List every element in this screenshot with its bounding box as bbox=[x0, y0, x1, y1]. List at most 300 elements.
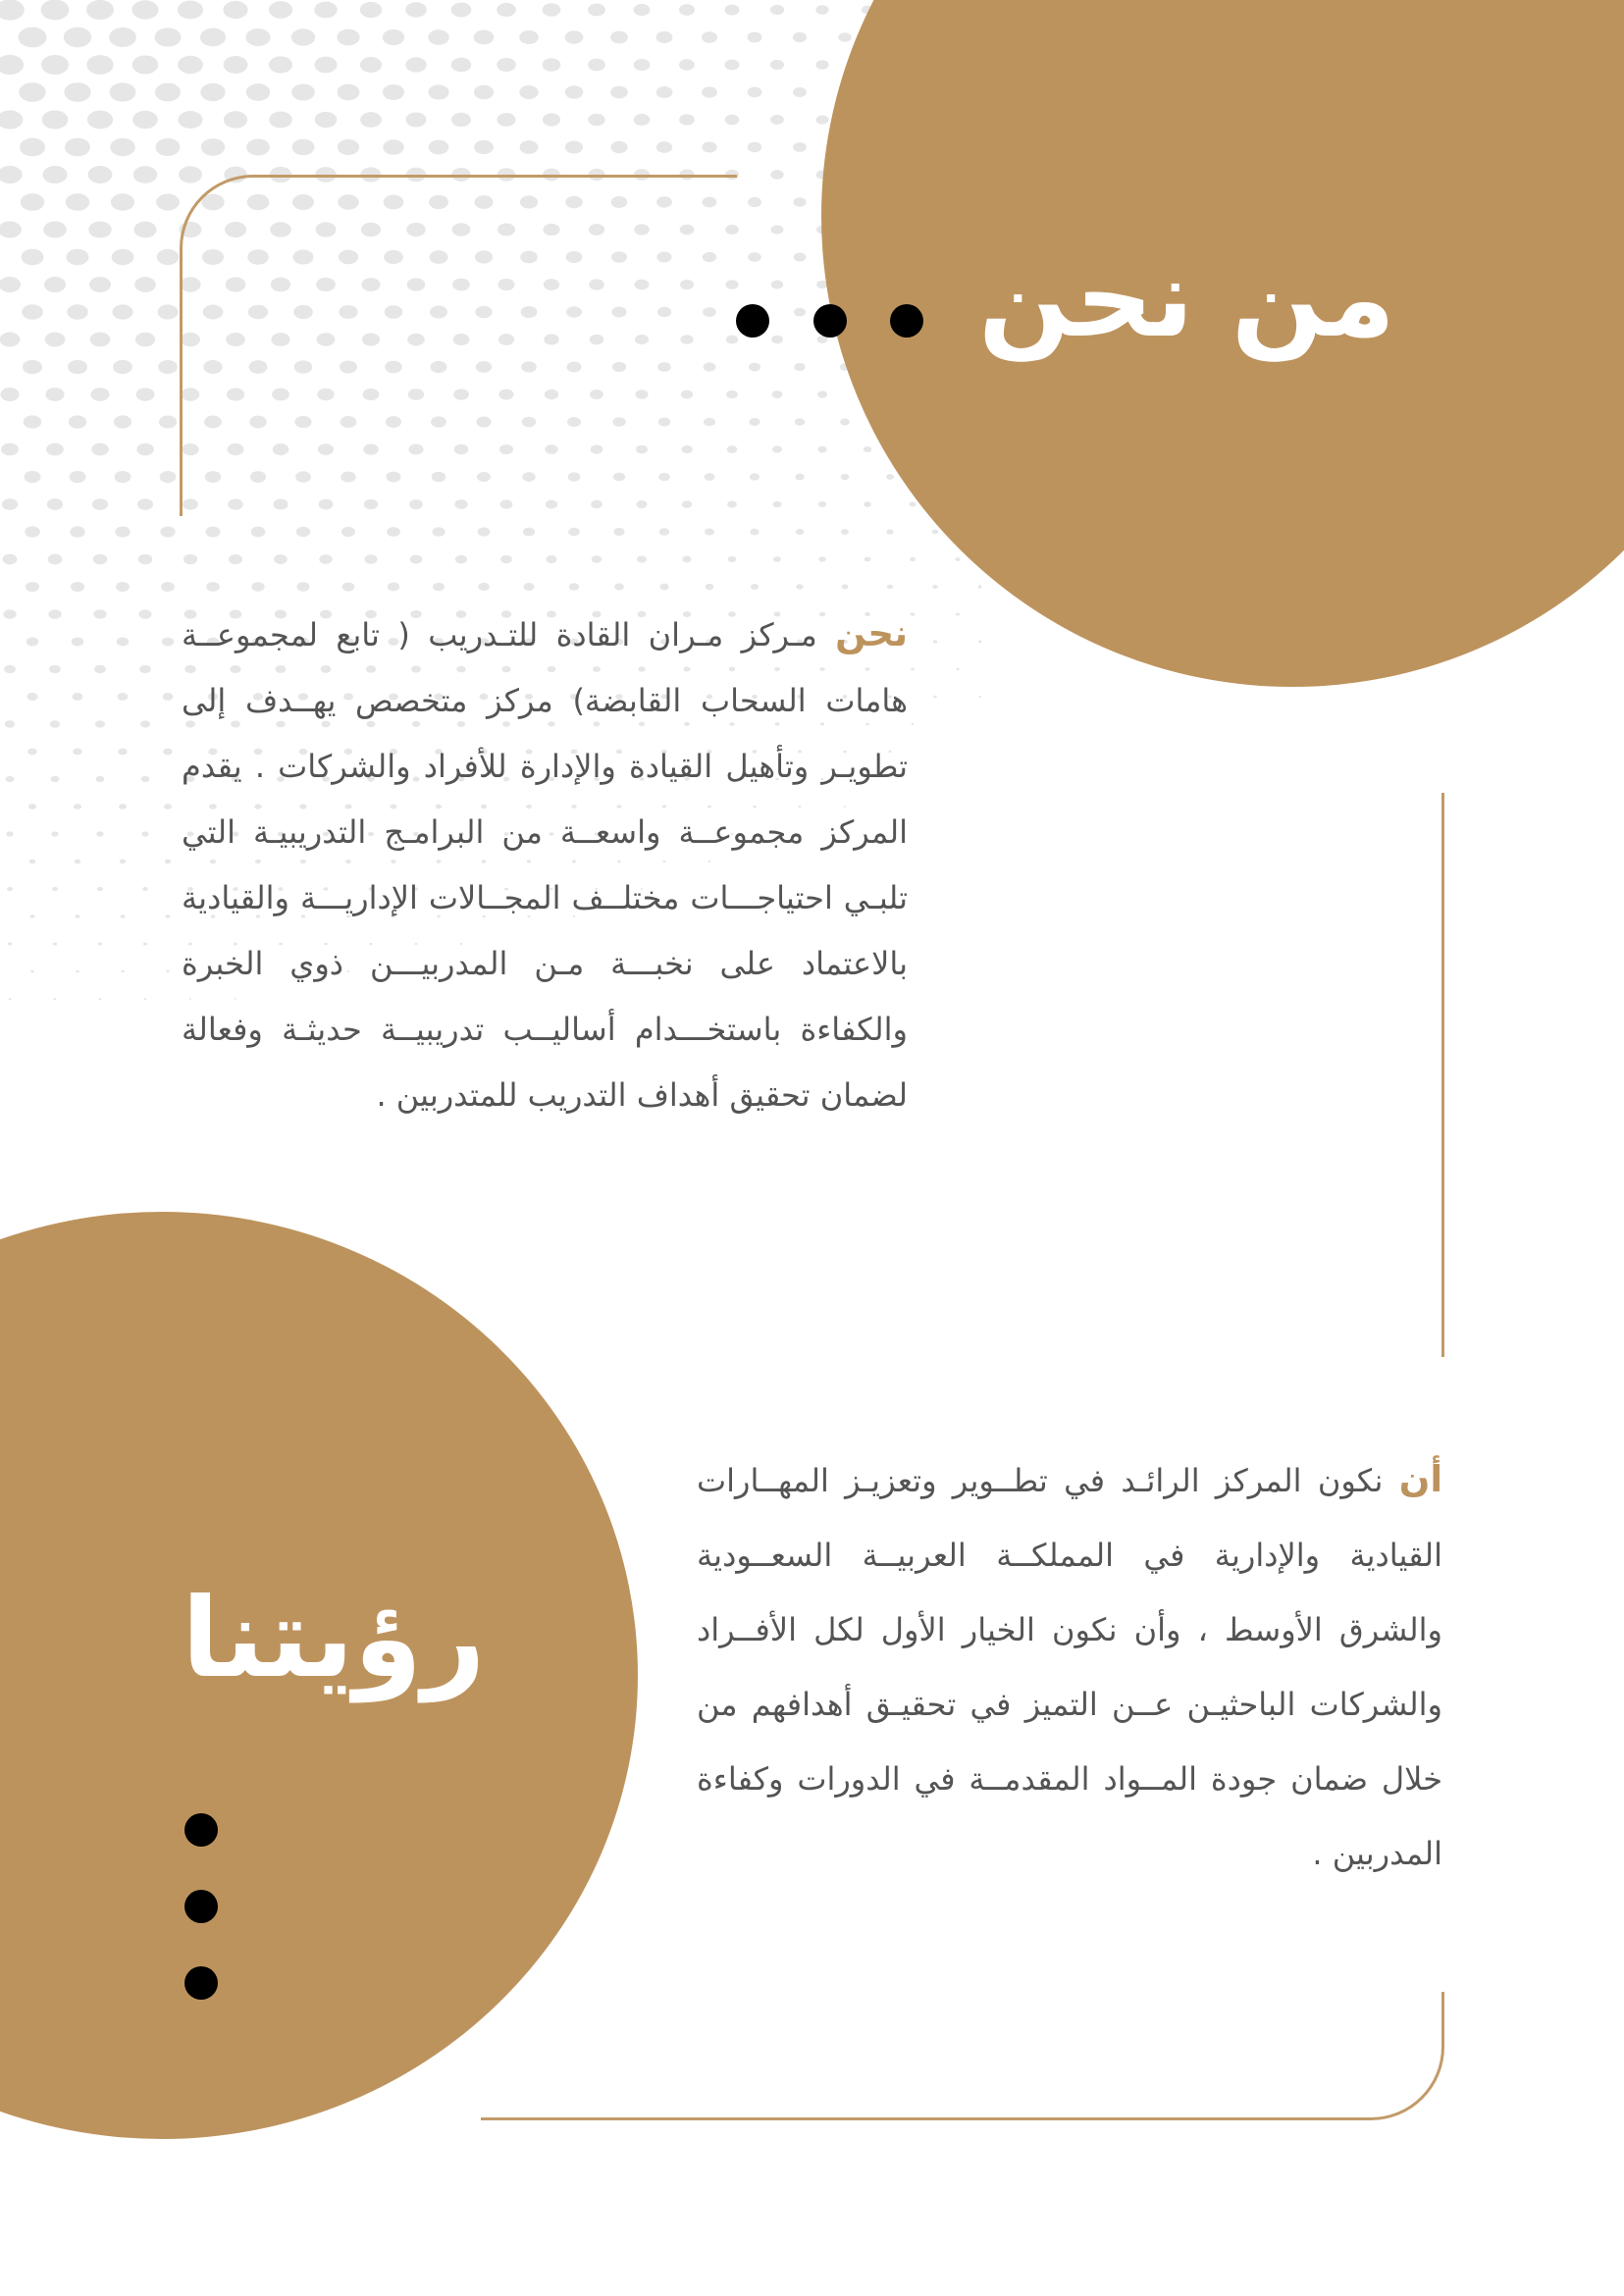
decorative-line-right bbox=[1441, 793, 1444, 1357]
pattern-dot bbox=[815, 60, 828, 69]
dot bbox=[184, 1890, 218, 1923]
pattern-dot bbox=[111, 193, 134, 210]
pattern-dot bbox=[224, 56, 248, 74]
pattern-dot bbox=[497, 113, 515, 127]
pattern-dot bbox=[771, 336, 783, 343]
pattern-dot bbox=[90, 388, 109, 401]
pattern-dot bbox=[656, 31, 673, 43]
pattern-dot bbox=[49, 665, 61, 673]
about-paragraph bbox=[182, 600, 908, 1128]
pattern-dot bbox=[568, 528, 580, 536]
pattern-dot bbox=[383, 139, 403, 154]
pattern-dot bbox=[155, 83, 181, 102]
pattern-dot bbox=[793, 32, 807, 42]
dot bbox=[184, 1813, 218, 1847]
pattern-dot bbox=[520, 140, 539, 154]
pattern-dot bbox=[748, 197, 761, 207]
about-lead-word: نحن bbox=[835, 612, 908, 654]
pattern-dot bbox=[51, 831, 58, 836]
pattern-dot bbox=[138, 609, 151, 618]
decorative-frame-bottom bbox=[481, 1992, 1444, 2120]
pattern-dot bbox=[634, 4, 651, 16]
pattern-dot bbox=[98, 942, 102, 945]
pattern-dot bbox=[229, 554, 242, 564]
pattern-dot bbox=[383, 84, 404, 100]
pattern-dot bbox=[474, 85, 494, 100]
pattern-dot bbox=[360, 112, 382, 128]
pattern-dot bbox=[251, 582, 264, 592]
pattern-dot bbox=[817, 446, 826, 453]
pattern-dot bbox=[91, 444, 109, 456]
pattern-dot bbox=[163, 693, 174, 701]
pattern-dot bbox=[93, 554, 108, 565]
pattern-dot bbox=[747, 32, 761, 43]
pattern-dot bbox=[66, 193, 89, 211]
vision-text: نكون المركز الرائـد في تطــوير وتعزيـز المهــارات القيادية والإدارية في المملكــة العربيــة السعــودية والشرق الأوسط ، وأن نكون الخيار الأول لكل الأفــراد والشركات الباحثيـن عــن التميز في تحقيـق أهدافهم من خلال ضمان جودة المــواد المقدمــة في الدورات وكفاءة المدربين . bbox=[697, 1462, 1442, 1872]
pattern-dot bbox=[19, 82, 45, 102]
pattern-dot bbox=[610, 31, 628, 44]
pattern-dot bbox=[433, 583, 445, 592]
pattern-dot bbox=[613, 528, 624, 536]
pattern-dot bbox=[338, 139, 359, 155]
pattern-dot bbox=[70, 526, 85, 537]
pattern-dot bbox=[0, 388, 19, 401]
pattern-dot bbox=[291, 139, 314, 156]
pattern-dot bbox=[841, 529, 849, 535]
pattern-dot bbox=[144, 998, 147, 1000]
pattern-dot bbox=[22, 304, 43, 319]
pattern-dot bbox=[121, 970, 125, 973]
pattern-dot bbox=[0, 277, 21, 292]
pattern-dot bbox=[94, 665, 106, 673]
pattern-dot bbox=[659, 528, 670, 536]
pattern-dot bbox=[67, 249, 89, 266]
pattern-dot bbox=[269, 112, 291, 129]
pattern-dot bbox=[159, 415, 177, 428]
pattern-dot bbox=[337, 29, 359, 46]
dot bbox=[736, 304, 769, 338]
pattern-dot bbox=[910, 502, 917, 507]
pattern-dot bbox=[724, 5, 739, 16]
pattern-dot bbox=[478, 583, 489, 591]
pattern-dot bbox=[89, 277, 111, 292]
pattern-dot bbox=[679, 114, 695, 125]
pattern-dot bbox=[451, 3, 472, 18]
pattern-dot bbox=[53, 942, 57, 945]
pattern-dot bbox=[793, 87, 807, 97]
pattern-dot bbox=[178, 56, 203, 75]
pattern-dot bbox=[840, 419, 850, 426]
pattern-dot bbox=[911, 668, 915, 671]
pattern-dot bbox=[118, 749, 127, 756]
pattern-dot bbox=[956, 612, 960, 615]
pattern-dot bbox=[565, 85, 583, 98]
pattern-dot bbox=[455, 555, 467, 564]
pattern-dot bbox=[770, 170, 783, 180]
pattern-dot bbox=[19, 27, 47, 48]
pattern-dot bbox=[179, 166, 202, 183]
pattern-dot bbox=[841, 474, 850, 480]
pattern-dot bbox=[110, 82, 136, 101]
pattern-dot bbox=[750, 473, 760, 480]
pattern-dot bbox=[155, 138, 180, 156]
pattern-dot bbox=[751, 584, 759, 590]
dot bbox=[890, 304, 923, 338]
pattern-dot bbox=[110, 138, 135, 156]
pattern-dot bbox=[771, 281, 783, 289]
pattern-dot bbox=[610, 86, 628, 99]
pattern-dot bbox=[500, 555, 512, 563]
pattern-dot bbox=[748, 252, 761, 262]
pattern-dot bbox=[158, 360, 178, 374]
pattern-dot bbox=[21, 193, 45, 211]
pattern-dot bbox=[864, 446, 872, 452]
pattern-dot bbox=[955, 557, 960, 561]
pattern-dot bbox=[201, 138, 225, 156]
pattern-dot bbox=[75, 914, 79, 918]
pattern-dot bbox=[114, 415, 131, 428]
pattern-dot bbox=[679, 4, 695, 16]
pattern-dot bbox=[132, 111, 158, 129]
pattern-dot bbox=[546, 555, 556, 563]
pattern-dot bbox=[86, 0, 114, 20]
pattern-dot bbox=[164, 804, 172, 809]
pattern-dot bbox=[3, 554, 18, 565]
pattern-dot bbox=[291, 28, 315, 45]
pattern-dot bbox=[139, 665, 151, 673]
pattern-dot bbox=[588, 114, 604, 127]
pattern-dot bbox=[20, 138, 45, 157]
pattern-dot bbox=[72, 693, 82, 701]
pattern-dot bbox=[45, 333, 66, 347]
pattern-dot bbox=[133, 222, 156, 238]
pattern-dot bbox=[90, 333, 111, 347]
pattern-dot bbox=[65, 138, 90, 157]
pattern-dot bbox=[519, 30, 539, 44]
pattern-dot bbox=[543, 113, 560, 126]
pattern-dot bbox=[97, 887, 103, 891]
pattern-dot bbox=[749, 418, 760, 426]
pattern-dot bbox=[43, 221, 67, 237]
pattern-dot bbox=[6, 776, 15, 782]
pattern-dot bbox=[428, 29, 448, 44]
pattern-dot bbox=[50, 720, 60, 727]
pattern-dot bbox=[88, 166, 113, 183]
pattern-dot bbox=[42, 166, 67, 183]
pattern-dot bbox=[428, 84, 448, 99]
pattern-dot bbox=[793, 142, 807, 152]
pattern-dot bbox=[815, 5, 828, 15]
pattern-dot bbox=[178, 1, 203, 20]
pattern-dot bbox=[118, 693, 129, 701]
pattern-dot bbox=[886, 529, 893, 534]
pattern-dot bbox=[8, 942, 12, 945]
pattern-dot bbox=[160, 527, 175, 538]
pattern-dot bbox=[165, 860, 171, 864]
pattern-dot bbox=[115, 471, 131, 483]
pattern-dot bbox=[183, 554, 197, 564]
pattern-dot bbox=[773, 556, 781, 562]
pattern-dot bbox=[251, 527, 266, 538]
pattern-dot bbox=[3, 609, 16, 619]
pattern-dot bbox=[205, 527, 220, 538]
pattern-dot bbox=[117, 638, 129, 647]
pattern-dot bbox=[68, 360, 87, 374]
pattern-dot bbox=[47, 498, 63, 510]
pattern-dot bbox=[119, 804, 127, 809]
pattern-dot bbox=[406, 112, 427, 127]
pattern-dot bbox=[588, 4, 605, 17]
pattern-dot bbox=[0, 0, 25, 21]
pattern-dot bbox=[29, 860, 36, 864]
pattern-dot bbox=[64, 82, 90, 102]
pattern-dot bbox=[24, 471, 40, 483]
pattern-dot bbox=[296, 527, 310, 537]
pattern-dot bbox=[342, 582, 355, 591]
pattern-dot bbox=[71, 582, 84, 592]
pattern-dot bbox=[634, 114, 651, 126]
pattern-dot bbox=[96, 831, 103, 836]
pattern-dot bbox=[2, 498, 18, 510]
pattern-dot bbox=[656, 141, 672, 153]
pattern-dot bbox=[795, 418, 805, 426]
pattern-dot bbox=[86, 55, 113, 75]
pattern-dot bbox=[48, 554, 63, 565]
pattern-dot bbox=[932, 585, 937, 589]
pattern-dot bbox=[543, 3, 561, 17]
pattern-dot bbox=[70, 471, 86, 483]
pattern-dot bbox=[978, 641, 981, 644]
pattern-dot bbox=[314, 57, 337, 74]
pattern-dot bbox=[315, 112, 338, 128]
pattern-dot bbox=[28, 804, 36, 809]
pattern-dot bbox=[770, 5, 784, 15]
pattern-dot bbox=[269, 56, 292, 73]
pattern-dot bbox=[116, 582, 130, 592]
pattern-dot bbox=[794, 363, 805, 371]
pattern-dot bbox=[25, 526, 40, 537]
pattern-dot bbox=[21, 249, 43, 266]
pattern-dot bbox=[410, 554, 423, 563]
about-title: من نحن bbox=[978, 235, 1395, 361]
pattern-dot bbox=[76, 970, 79, 973]
pattern-dot bbox=[0, 166, 23, 183]
pattern-dot bbox=[134, 277, 156, 292]
dot bbox=[184, 1966, 218, 2000]
vision-paragraph bbox=[697, 1442, 1442, 1891]
pattern-dot bbox=[224, 111, 247, 128]
pattern-dot bbox=[162, 638, 174, 647]
pattern-dot bbox=[166, 970, 169, 972]
pattern-dot bbox=[523, 528, 535, 537]
pattern-dot bbox=[429, 140, 449, 155]
pattern-dot bbox=[770, 60, 784, 70]
pattern-dot bbox=[910, 612, 915, 616]
pattern-dot bbox=[99, 998, 102, 1000]
pattern-dot bbox=[910, 557, 916, 561]
pattern-dot bbox=[115, 526, 130, 537]
pattern-dot bbox=[46, 444, 64, 456]
pattern-dot bbox=[933, 696, 936, 698]
pattern-dot bbox=[30, 970, 34, 973]
pattern-dot bbox=[7, 887, 13, 891]
pattern-dot bbox=[360, 2, 382, 18]
pattern-dot bbox=[497, 58, 516, 72]
pattern-dot bbox=[451, 58, 471, 73]
pattern-dot bbox=[659, 584, 668, 591]
pattern-dot bbox=[565, 30, 584, 43]
pattern-dot bbox=[588, 59, 605, 72]
pattern-dot bbox=[72, 637, 84, 646]
pattern-dot bbox=[543, 58, 561, 71]
about-text: مـركز مـران القادة للتـدريب ( تابع لمجموعــة هامات السحاب القابضة) مركز متخصص يهــدف إلى تطويـر وتأهيل القيادة والإدارة للأفراد والشركات . يقدم المركز مجموعــة واسعــة من البرامـج التدريبيـة التي تلبـي احتياجـــات مختلــف المجــالات الإداريـــة والقيادية بالاعتماد على نخبـــة مـن المدربيـــن ذوي الخبرة والكفاءة باستخـــدام أساليــب تدريبيــة حديثـة وفعالة لضمان تحقيق أهداف التدريب للمتدربين . bbox=[182, 616, 908, 1114]
pattern-dot bbox=[702, 141, 716, 152]
pattern-dot bbox=[166, 914, 171, 918]
pattern-dot bbox=[772, 501, 781, 508]
pattern-dot bbox=[113, 360, 132, 374]
pattern-dot bbox=[69, 415, 86, 428]
pattern-dot bbox=[770, 115, 784, 125]
pattern-dot bbox=[141, 776, 150, 782]
pattern-dot bbox=[269, 1, 292, 18]
pattern-dot bbox=[842, 585, 849, 590]
pattern-dot bbox=[864, 501, 871, 506]
pattern-dot bbox=[360, 57, 382, 73]
pattern-dot bbox=[610, 141, 627, 153]
pattern-dot bbox=[451, 113, 471, 127]
pattern-dot bbox=[27, 749, 37, 756]
pattern-dot bbox=[246, 138, 270, 155]
pattern-dot bbox=[112, 304, 132, 319]
pattern-dot bbox=[794, 308, 806, 317]
pattern-dot bbox=[163, 749, 172, 756]
pattern-dot bbox=[51, 776, 60, 782]
pattern-dot bbox=[75, 860, 81, 864]
pattern-dot bbox=[132, 55, 159, 74]
pattern-dot bbox=[48, 609, 61, 619]
pattern-dot bbox=[728, 556, 737, 562]
pattern-dot bbox=[772, 445, 782, 452]
pattern-dot bbox=[634, 59, 651, 71]
pattern-dot bbox=[291, 83, 315, 100]
pattern-dot bbox=[474, 140, 494, 154]
pattern-dot bbox=[932, 530, 938, 535]
pattern-dot bbox=[141, 831, 148, 836]
pattern-dot bbox=[9, 998, 12, 1000]
pattern-dot bbox=[725, 115, 740, 126]
vision-title: رؤيتنا bbox=[182, 1575, 486, 1702]
pattern-dot bbox=[155, 27, 182, 46]
pattern-dot bbox=[29, 914, 34, 918]
pattern-dot bbox=[179, 111, 203, 129]
pattern-dot bbox=[886, 474, 894, 480]
pattern-dot bbox=[274, 554, 288, 564]
pattern-dot bbox=[24, 415, 42, 428]
pattern-dot bbox=[112, 249, 134, 265]
pattern-dot bbox=[979, 696, 981, 698]
pattern-dot bbox=[702, 31, 717, 42]
pattern-dot bbox=[120, 914, 125, 918]
pattern-dot bbox=[771, 225, 784, 234]
pattern-dot bbox=[748, 142, 762, 152]
pattern-dot bbox=[23, 360, 42, 374]
pattern-dot bbox=[157, 249, 179, 265]
pattern-dot bbox=[26, 582, 39, 592]
vision-lead-word: أن bbox=[1398, 1458, 1442, 1500]
pattern-dot bbox=[933, 640, 938, 643]
pattern-dot bbox=[142, 887, 148, 891]
pattern-dot bbox=[26, 637, 39, 646]
pattern-dot bbox=[725, 60, 740, 71]
pattern-dot bbox=[26, 693, 37, 701]
pattern-dot bbox=[319, 554, 332, 564]
pattern-dot bbox=[818, 556, 825, 561]
pattern-dot bbox=[136, 388, 155, 401]
pattern-dot bbox=[519, 85, 538, 99]
pattern-dot bbox=[341, 527, 355, 537]
pattern-dot bbox=[6, 831, 13, 836]
pattern-dot bbox=[0, 55, 24, 75]
pattern-dot bbox=[383, 29, 404, 45]
pattern-dot bbox=[223, 1, 247, 19]
pattern-dot bbox=[656, 86, 673, 98]
pattern-dot bbox=[818, 501, 826, 507]
pattern-dot bbox=[0, 110, 23, 129]
pattern-dot bbox=[200, 28, 226, 47]
pattern-dot bbox=[706, 584, 714, 590]
pattern-dot bbox=[0, 333, 20, 347]
pattern-dot bbox=[748, 87, 762, 98]
pattern-dot bbox=[206, 582, 220, 592]
pattern-dot bbox=[73, 749, 82, 756]
pattern-dot bbox=[131, 0, 158, 19]
pattern-dot bbox=[705, 528, 714, 535]
pattern-dot bbox=[133, 166, 157, 183]
pattern-dot bbox=[137, 498, 153, 510]
pattern-dot bbox=[296, 582, 309, 591]
pattern-dot bbox=[93, 609, 106, 618]
pattern-dot bbox=[44, 277, 66, 292]
pattern-dot bbox=[88, 222, 111, 238]
pattern-dot bbox=[432, 527, 445, 537]
pattern-dot bbox=[592, 555, 602, 563]
pattern-dot bbox=[64, 27, 91, 48]
pattern-dot bbox=[41, 0, 70, 20]
pattern-dot bbox=[749, 363, 760, 372]
pattern-dot bbox=[246, 83, 271, 101]
pattern-dot bbox=[682, 556, 691, 563]
pattern-dot bbox=[338, 84, 360, 100]
pattern-dot bbox=[912, 723, 915, 725]
pattern-dot bbox=[405, 2, 427, 17]
pattern-dot bbox=[45, 388, 64, 401]
pattern-dot bbox=[245, 28, 270, 46]
pattern-dot bbox=[138, 554, 153, 564]
pattern-dot bbox=[4, 665, 16, 674]
pattern-dot bbox=[5, 720, 15, 727]
pattern-dot bbox=[569, 583, 579, 591]
pattern-dot bbox=[143, 942, 147, 945]
pattern-dot bbox=[887, 585, 893, 589]
pattern-dot bbox=[41, 55, 69, 75]
pattern-dot bbox=[140, 720, 150, 727]
pattern-dot bbox=[87, 111, 113, 130]
pattern-dot bbox=[864, 557, 871, 562]
pattern-dot bbox=[67, 304, 87, 319]
pattern-dot bbox=[497, 3, 516, 17]
pattern-dot bbox=[474, 30, 495, 45]
pattern-dot bbox=[388, 583, 399, 592]
